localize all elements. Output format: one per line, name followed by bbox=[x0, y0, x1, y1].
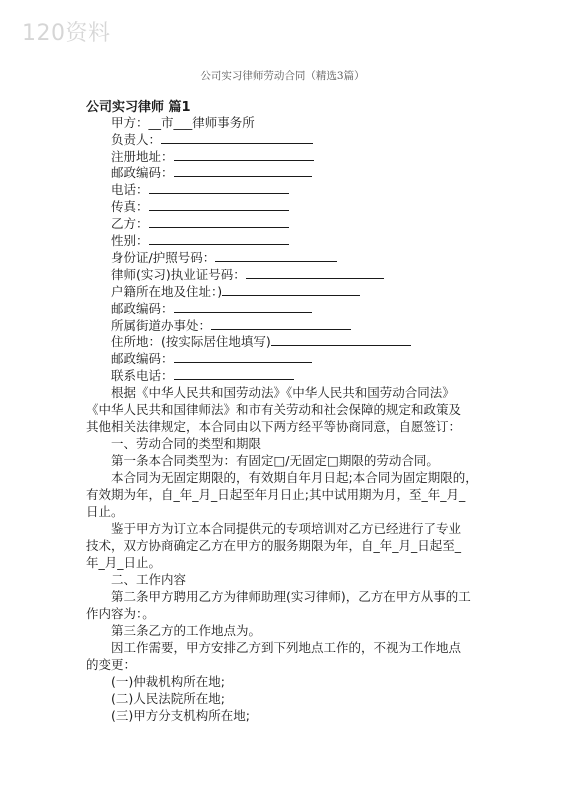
blank-field bbox=[174, 164, 312, 177]
paragraph-line: 有效期为年，自_年_月_日起至年月日止;其中试用期为月，至_年_月_ bbox=[86, 487, 466, 502]
document-header: 公司实习律师劳动合同（精选3篇） bbox=[200, 70, 365, 82]
blank-field bbox=[174, 367, 294, 380]
household-line: 户籍所在地及住址：) bbox=[111, 283, 360, 300]
paragraph-line: 技术，双方协商确定乙方在甲方的服务期限为年，自_年_月_日起至_ bbox=[86, 538, 462, 553]
postcode-line: 邮政编码： bbox=[111, 164, 312, 181]
blank-field bbox=[174, 300, 312, 313]
party-a-line: 甲方：__市___律师事务所 bbox=[111, 115, 255, 130]
address-line: 注册地址： bbox=[111, 148, 314, 165]
list-item: (一)仲裁机构所在地; bbox=[111, 674, 225, 689]
section-title: 公司实习律师 篇1 bbox=[86, 100, 191, 115]
blank-field bbox=[246, 266, 384, 279]
paragraph-line: 作内容为：。 bbox=[86, 606, 155, 621]
list-item: (二)人民法院所在地; bbox=[111, 691, 225, 706]
paragraph-line: 因工作需要，甲方安排乙方到下列地点工作的，不视为工作地点 bbox=[111, 640, 462, 655]
blank-field bbox=[211, 317, 351, 330]
blank-field bbox=[222, 283, 360, 296]
list-item: (三)甲方分支机构所在地; bbox=[111, 708, 250, 723]
article-3: 第三条乙方的工作地点为。 bbox=[111, 623, 262, 638]
license-number-line: 律师(实习)执业证号码： bbox=[111, 266, 384, 283]
blank-field bbox=[161, 131, 313, 144]
postcode3-line: 邮政编码： bbox=[111, 350, 312, 367]
gender-line: 性别： bbox=[111, 232, 289, 249]
paragraph-line: 本合同为无固定期限的，有效期自年月日起;本合同为固定期限的， bbox=[111, 470, 478, 485]
party-b-line: 乙方： bbox=[111, 215, 289, 232]
blank-field bbox=[149, 232, 289, 245]
paragraph-line: 《中华人民共和国律师法》和市有关劳动和社会保障的规定和政策及 bbox=[86, 402, 462, 417]
contact-phone-line: 联系电话： bbox=[111, 367, 294, 384]
blank-field bbox=[149, 215, 289, 228]
street-office-line: 所属街道办事处： bbox=[111, 317, 351, 334]
paragraph-line: 年_月_日止。 bbox=[86, 555, 162, 570]
heading-work-content: 二、工作内容 bbox=[111, 572, 187, 587]
watermark-logo: 120资料 bbox=[22, 21, 111, 46]
blank-field bbox=[149, 198, 289, 211]
blank-field bbox=[149, 181, 289, 194]
paragraph-line: 其他相关法律规定，本合同由以下两方经平等协商同意，自愿签订： bbox=[86, 419, 462, 434]
article-2: 第二条甲方聘用乙方为律师助理(实习律师)，乙方在甲方从事的工 bbox=[111, 589, 471, 604]
blank-field bbox=[215, 249, 337, 262]
heading-contract-type: 一、劳动合同的类型和期限 bbox=[111, 436, 262, 451]
blank-field bbox=[271, 333, 411, 346]
blank-field bbox=[174, 148, 314, 161]
postcode2-line: 邮政编码： bbox=[111, 300, 312, 317]
paragraph-line: 日止。 bbox=[86, 504, 124, 519]
id-number-line: 身份证/护照号码： bbox=[111, 249, 337, 266]
fax-line: 传真： bbox=[111, 198, 289, 215]
paragraph-line: 根据《中华人民共和国劳动法》《中华人民共和国劳动合同法》 bbox=[111, 385, 455, 400]
paragraph-line: 鉴于甲方为订立本合同提供元的专项培训对乙方已经进行了专业 bbox=[111, 521, 462, 536]
blank-field bbox=[174, 350, 312, 363]
responsible-line: 负责人： bbox=[111, 131, 313, 148]
phone-line: 电话： bbox=[111, 181, 289, 198]
paragraph-line: 的变更： bbox=[86, 657, 137, 672]
residence-line: 住所地：(按实际居住地填写) bbox=[111, 333, 411, 350]
article-1: 第一条本合同类型为：有固定□/无固定□期限的劳动合同。 bbox=[111, 453, 439, 468]
